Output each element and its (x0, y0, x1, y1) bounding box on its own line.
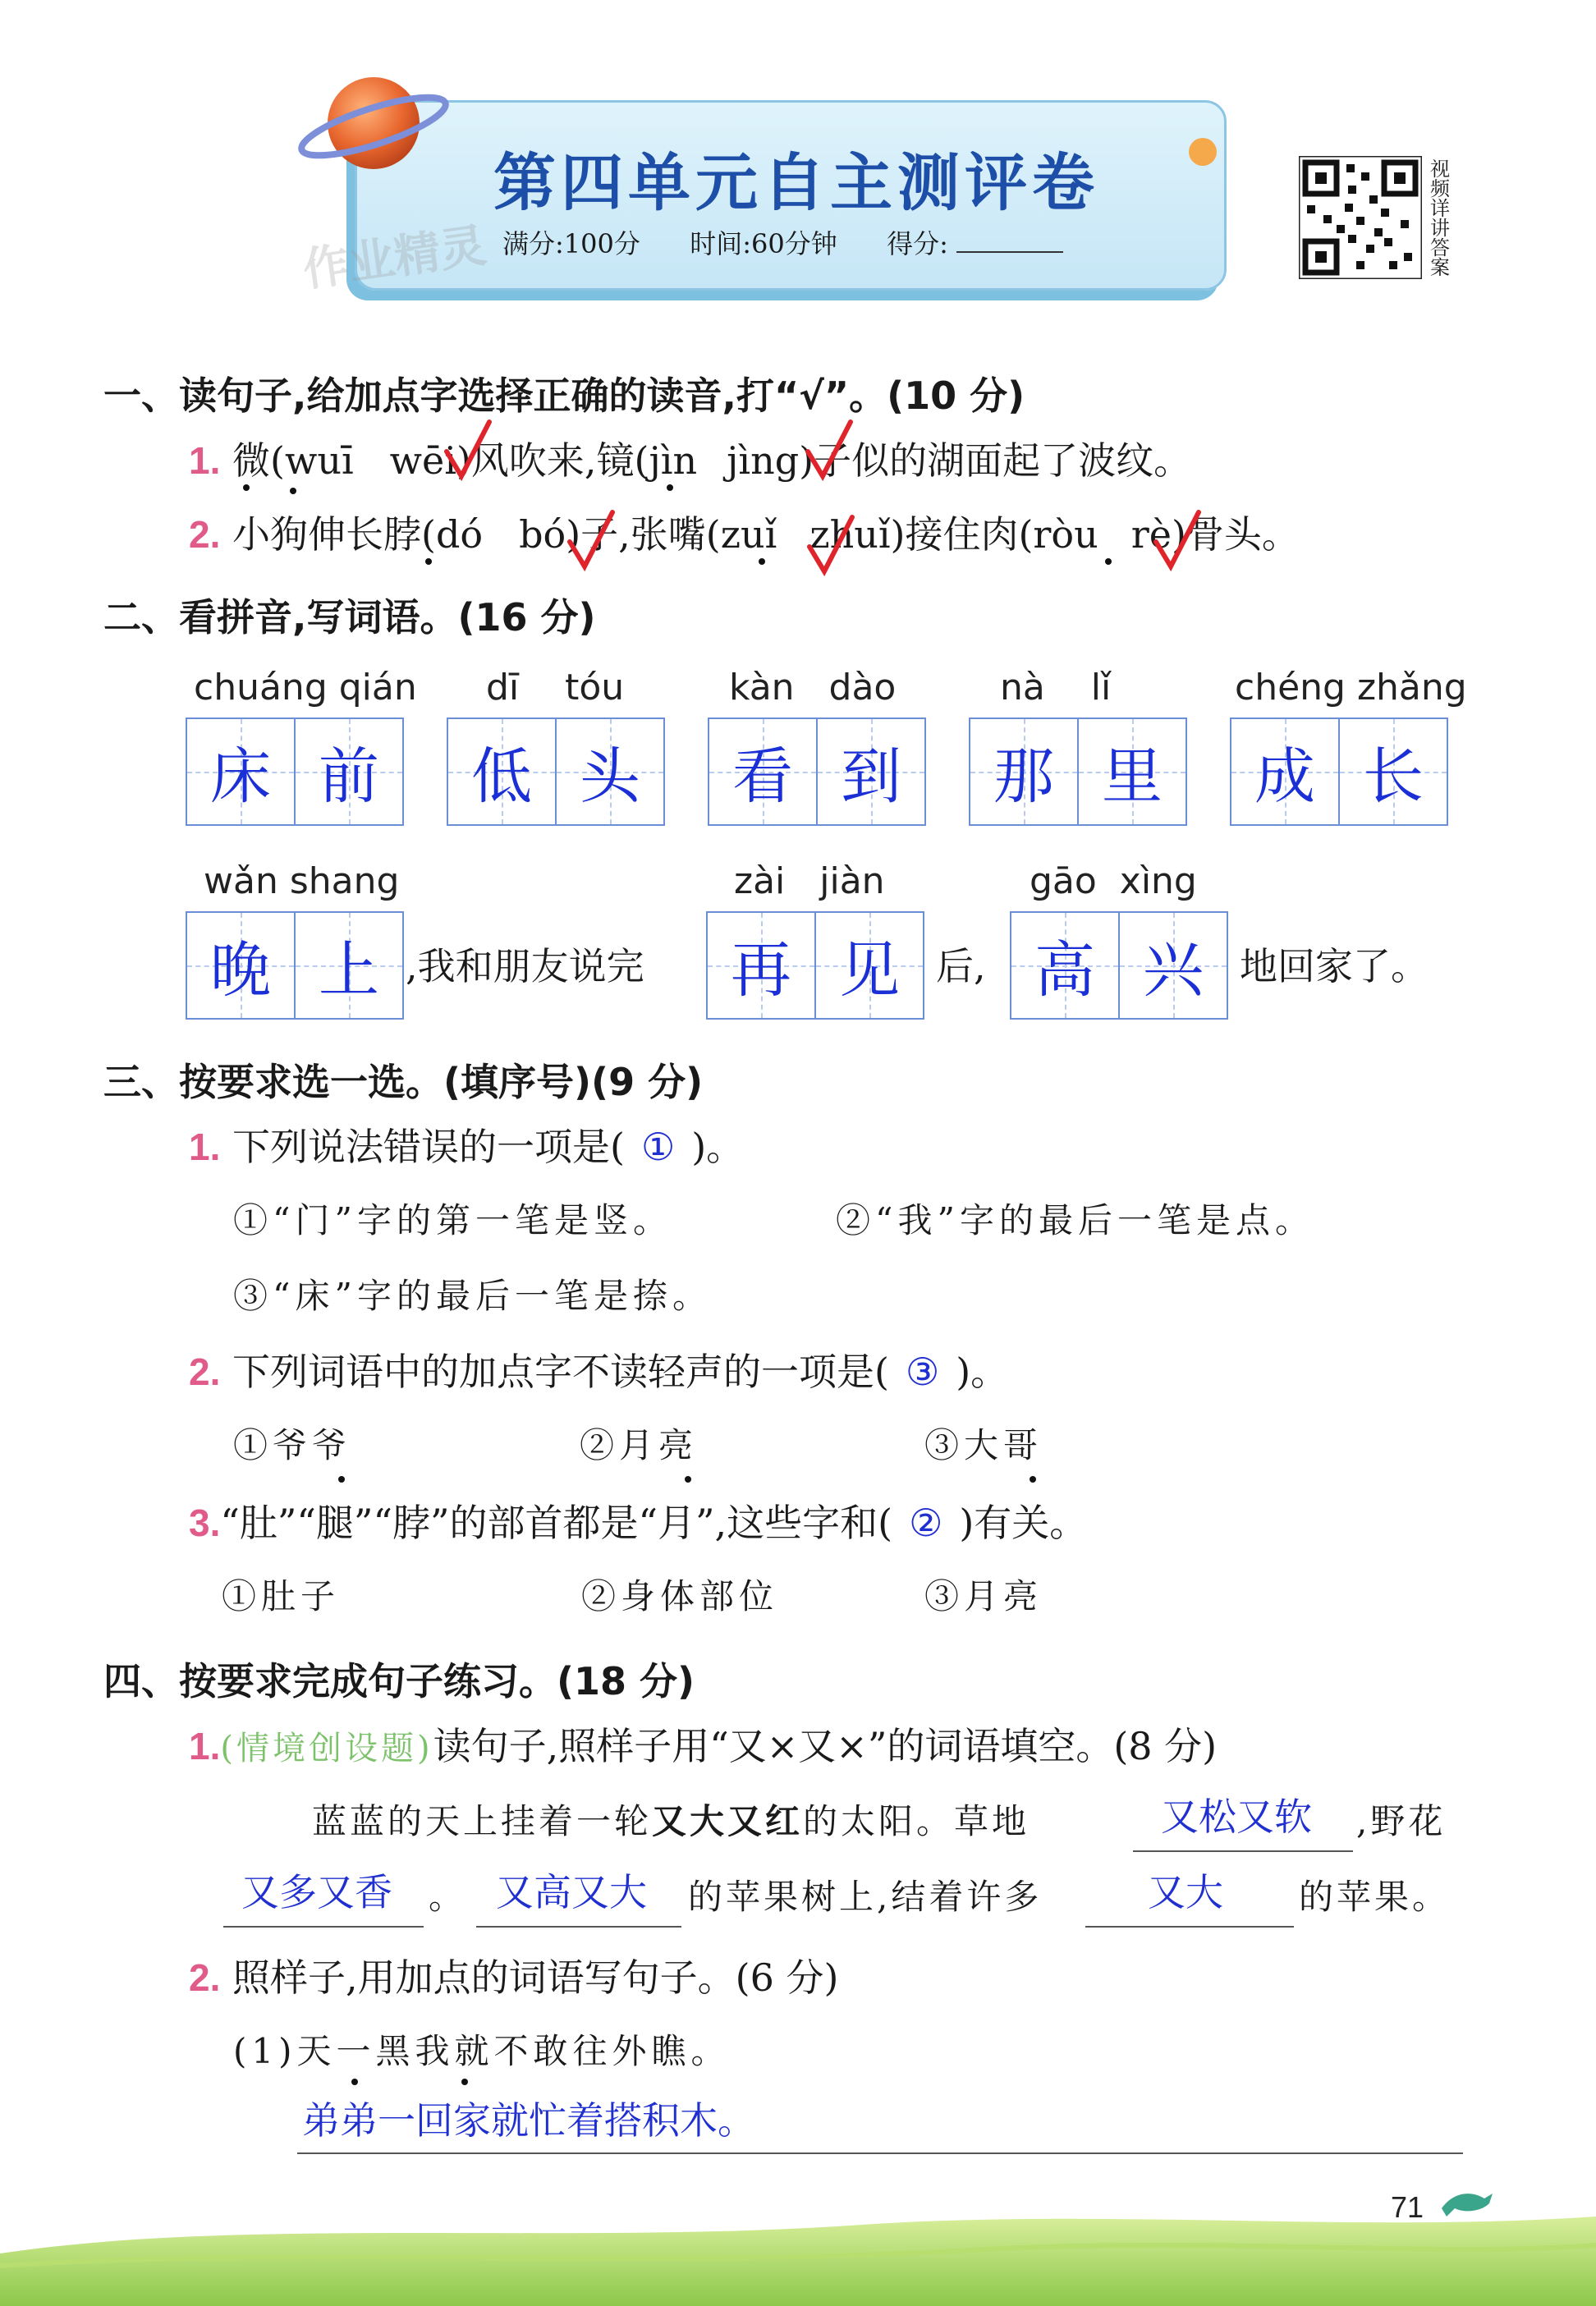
fill-blank[interactable] (1085, 1926, 1294, 1928)
answer-char: 再 (731, 935, 791, 1006)
word-box[interactable] (1230, 717, 1448, 826)
check-mark-icon (566, 509, 616, 575)
example-sentence: (1)天一黑我就不敢往外瞧。 (233, 2031, 731, 2071)
option: ③“床”字的最后一笔是捺。 (233, 1276, 712, 1316)
q-number: 1. (189, 1725, 221, 1767)
s1-q1-part3: )子似的湖面起了波纹。 (799, 438, 1192, 483)
s4-q2 (189, 1955, 838, 2001)
s1-q1-part1: 微(wuī (232, 438, 354, 483)
s4-q1-line1 (312, 1801, 1030, 1842)
pinyin-label: zài jiàn (734, 860, 885, 902)
line2-part-c: 的苹果。 (1299, 1877, 1451, 1917)
q-number: 2. (189, 513, 221, 556)
option: ①肚子 (222, 1576, 341, 1616)
word-box[interactable] (706, 911, 924, 1020)
s3-q3-answer[interactable]: ② (909, 1501, 943, 1545)
q-number: 1. (189, 439, 221, 482)
section1-title: 一、读句子,给加点字选择正确的读音,打“√”。(10 分) (103, 374, 1025, 418)
word-box[interactable] (186, 717, 404, 826)
answer-char: 晚 (210, 935, 271, 1006)
pinyin-label: gāo xìng (1030, 860, 1197, 902)
s3-q2-answer[interactable]: ③ (905, 1350, 940, 1394)
check-mark-icon (1153, 509, 1202, 575)
q-number: 3. (189, 1501, 221, 1544)
page-number: 71 (1391, 2190, 1424, 2224)
dolphin-icon (1438, 2184, 1496, 2225)
qr-code-icon[interactable] (1299, 156, 1422, 279)
s3-q1-text-a: 下列说法错误的一项是( (232, 1125, 625, 1169)
pinyin-label: wǎn shang (204, 860, 400, 902)
word-box[interactable] (708, 717, 926, 826)
s1-q2-part3: )接住肉(ròu (890, 512, 1098, 557)
line2-part-b: 的苹果树上,结着许多 (688, 1877, 1043, 1917)
s1-q1-opt-a: wēi (389, 438, 456, 483)
line1-part-c: ,野花 (1356, 1801, 1447, 1841)
answer-char: 高 (1034, 935, 1095, 1006)
answer-char: 床 (210, 741, 271, 812)
q-number: 1. (189, 1125, 221, 1168)
row2-text-3: 地回家了。 (1240, 944, 1429, 988)
answer-char: 看 (732, 741, 793, 812)
s1-q1-opt-b: jìng (727, 438, 800, 483)
word-box[interactable] (186, 911, 404, 1020)
fill-blank[interactable] (1133, 1850, 1353, 1852)
planet-icon (296, 57, 452, 181)
s4-q2-text: 照样子,用加点的词语写句子。(6 分) (232, 1955, 839, 2000)
line1-part-a: 蓝蓝的天上挂着一轮 (312, 1801, 653, 1841)
score-line (502, 228, 1063, 259)
fill-answer: 又松又软 (1161, 1795, 1312, 1839)
s1-q2-opt-b: zhuǐ (809, 512, 891, 557)
answer-char: 到 (841, 741, 901, 812)
pinyin-label: kàn dào (729, 667, 897, 708)
s3-q3-text-b: )有关。 (959, 1501, 1088, 1545)
s3-q2 (189, 1350, 1008, 1395)
fill-answer: 又高又大 (496, 1870, 647, 1914)
check-mark-icon (443, 419, 493, 484)
s4-q1 (189, 1724, 1217, 1769)
fill-blank[interactable] (476, 1926, 681, 1928)
section4-title: 四、按要求完成句子练习。(18 分) (103, 1659, 695, 1703)
s1-q2-opt-a: bó (519, 512, 566, 557)
fill-answer: 又大 (1148, 1870, 1223, 1914)
s3-q2-text-a: 下列词语中的加点字不读轻声的一项是( (232, 1350, 889, 1394)
s3-q1 (189, 1125, 744, 1170)
word-box[interactable] (969, 717, 1187, 826)
s3-q3-text-a: “肚”“腿”“脖”的部首都是“月”,这些字和( (220, 1501, 893, 1545)
option: ③大哥 (924, 1425, 1043, 1465)
pinyin-label: chuáng qián (194, 667, 417, 708)
s3-q3 (189, 1501, 1087, 1546)
answer-char: 里 (1102, 741, 1163, 812)
full-score: 满分:100分 (502, 228, 640, 259)
pinyin-label: dī tóu (486, 667, 625, 708)
s1-q2-part1: 小狗伸长脖(dó (232, 512, 484, 557)
banner-pin (1189, 138, 1217, 166)
qr-caption: 视频详讲答案 (1430, 158, 1450, 279)
answer-line[interactable] (297, 2152, 1463, 2154)
word-box[interactable] (1010, 911, 1228, 1020)
s4-q1-text: 读句子,照样子用“又×又×”的词语填空。(8 分) (433, 1724, 1218, 1768)
answer-char: 兴 (1143, 935, 1204, 1006)
s1-q2-opt-c: rè (1130, 512, 1172, 557)
option: ②月亮 (580, 1425, 699, 1465)
s3-q1-answer[interactable]: ① (640, 1125, 676, 1169)
example-phrase: 又大又红 (652, 1801, 804, 1841)
answer-char: 上 (319, 935, 379, 1006)
line1-part-b: 的太阳。草地 (803, 1801, 1030, 1841)
row2-text-2: 后, (936, 944, 986, 988)
s1-q1-part2: )风吹来,镜(jìn (456, 438, 698, 483)
option: ②身体部位 (581, 1576, 779, 1616)
s1-q2-part4: )骨头。 (1171, 512, 1300, 557)
written-sentence: 弟弟一回家就忙着搭积木。 (302, 2098, 755, 2143)
row2-text-1: ,我和朋友说完 (406, 944, 644, 988)
option: ①“门”字的第一笔是竖。 (233, 1200, 672, 1240)
pinyin-label: chéng zhǎng (1235, 667, 1467, 708)
s3-q1-text-b: )。 (691, 1125, 745, 1169)
answer-char: 低 (471, 741, 532, 812)
check-mark-icon (806, 514, 855, 580)
check-mark-icon (805, 419, 854, 484)
s1-q1 (189, 438, 1191, 484)
word-box[interactable] (447, 717, 665, 826)
pinyin-label: nà lǐ (1000, 667, 1112, 708)
section2-title: 二、看拼音,写词语。(16 分) (103, 595, 596, 640)
option: ②“我”字的最后一笔是点。 (836, 1200, 1314, 1240)
answer-char: 成 (1254, 741, 1315, 812)
answer-char: 那 (993, 741, 1054, 812)
answer-char: 前 (319, 741, 379, 812)
q-number: 2. (189, 1350, 221, 1393)
answer-char: 长 (1363, 741, 1424, 812)
option: ①爷爷 (233, 1425, 352, 1465)
section3-title: 三、按要求选一选。(填序号)(9 分) (103, 1060, 704, 1104)
fill-answer: 又多又香 (241, 1870, 392, 1914)
question-tag: (情境创设题) (220, 1730, 433, 1767)
option: ③月亮 (924, 1576, 1043, 1616)
s1-q2-part2: )子,张嘴(zuǐ (566, 512, 777, 557)
s1-q2 (189, 512, 1300, 557)
line2-part-a: 。 (429, 1877, 464, 1917)
q-number: 2. (189, 1956, 221, 1999)
answer-char: 见 (839, 935, 900, 1006)
watermark: 作业精灵 (300, 218, 490, 298)
fill-blank[interactable] (223, 1926, 424, 1928)
answer-char: 头 (580, 741, 640, 812)
page-title: 第四单元自主测评卷 (493, 146, 1099, 219)
s3-q2-text-b: )。 (956, 1350, 1009, 1394)
score-label: 得分: (887, 228, 948, 259)
time-limit: 时间:60分钟 (690, 228, 837, 259)
